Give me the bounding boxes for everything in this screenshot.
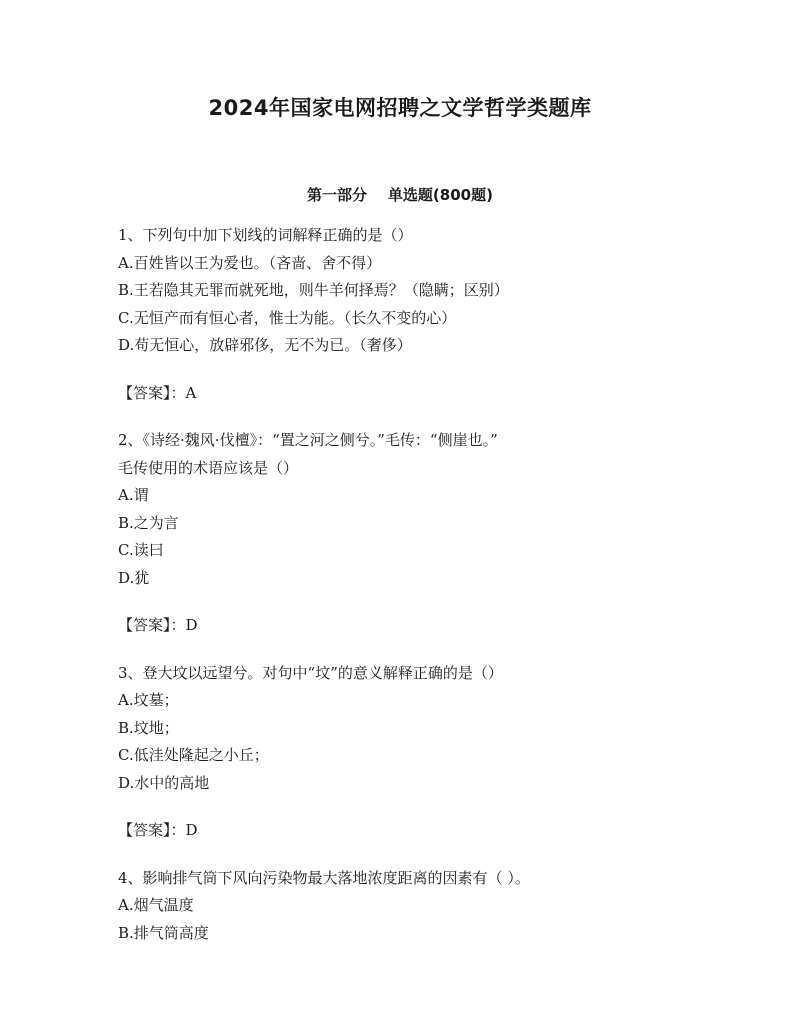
question-3 xyxy=(118,660,688,845)
document-title: 2024年国家电网招聘之文学哲学类题库 xyxy=(208,96,592,120)
question-stem: 3、登大坟以远望兮。对句中“坟”的意义解释正确的是（） xyxy=(118,663,503,682)
answer-line xyxy=(118,612,688,640)
option-a: A.谓 xyxy=(118,486,149,504)
section-heading: 第一部分 单选题(800题) xyxy=(307,186,493,204)
option-d: D.犹 xyxy=(118,568,150,587)
answer-label: 【答案】： xyxy=(118,616,186,634)
option-b: B.王若隐其无罪而就死地，则牛羊何择焉？（隐瞒；区别） xyxy=(118,281,509,299)
option-c: C.读曰 xyxy=(118,541,164,559)
option-b: B.排气筒高度 xyxy=(118,923,209,942)
option-d: D.苟无恒心，放辟邪侈，无不为已。（奢侈） xyxy=(118,336,412,354)
option-a: A.坟墓； xyxy=(118,691,179,709)
question-4 xyxy=(118,865,688,948)
option-c: C.无恒产而有恒心者，惟士为能。（长久不变的心） xyxy=(118,308,457,327)
answer-line xyxy=(118,380,688,408)
option-a: A.烟气温度 xyxy=(118,896,194,914)
answer-value: D xyxy=(185,821,198,839)
question-stem: 1、下列句中加下划线的词解释正确的是（） xyxy=(118,226,413,244)
answer-label: 【答案】： xyxy=(118,821,186,839)
question-stem-continued: 毛传使用的术语应该是（） xyxy=(118,458,299,477)
question-list xyxy=(118,222,688,947)
answer-value: A xyxy=(185,383,197,402)
option-d: D.水中的高地 xyxy=(118,773,210,792)
question-2 xyxy=(118,427,688,640)
question-stem: 4、影响排气筒下风向污染物最大落地浓度距离的因素有（ ）。 xyxy=(118,868,530,887)
option-b: B.坟地； xyxy=(118,718,179,737)
option-c: C.低洼处隆起之小丘； xyxy=(118,746,269,764)
option-b: B.之为言 xyxy=(118,513,179,532)
question-1 xyxy=(118,222,688,407)
option-a: A.百姓皆以王为爱也。（吝啬、舍不得） xyxy=(118,253,382,272)
answer-value: D xyxy=(185,616,198,634)
question-stem: 2、《诗经·魏风·伐檀》：“置之河之侧兮。”毛传：“侧崖也。” xyxy=(118,431,498,449)
answer-line xyxy=(118,817,688,845)
answer-label: 【答案】： xyxy=(118,383,186,402)
